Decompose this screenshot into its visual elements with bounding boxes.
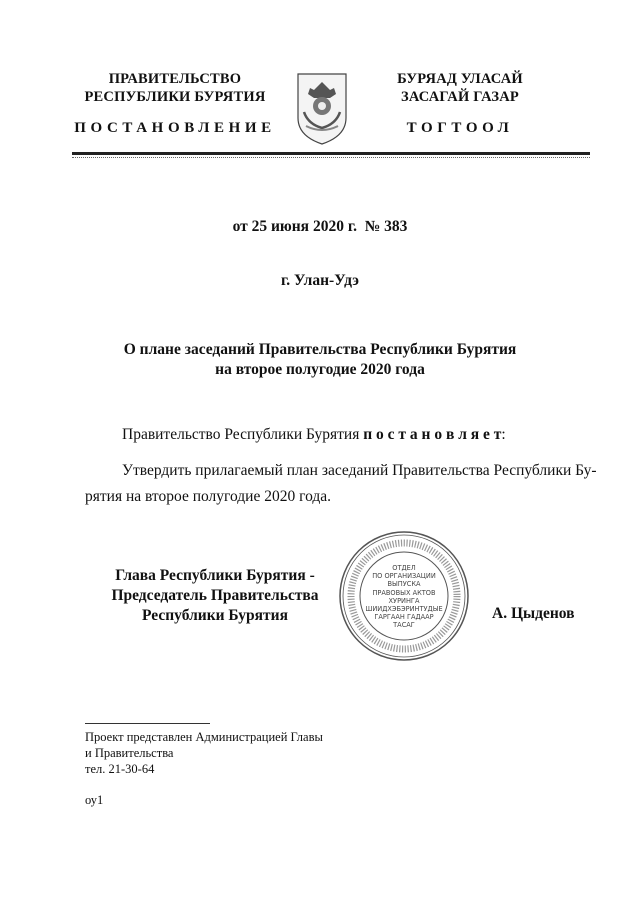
stamp-line: ПРАВОВЫХ АКТОВ	[372, 588, 436, 597]
date-number: от 25 июня 2020 г. № 383	[232, 218, 408, 235]
stamp-line: ТАСАГ	[393, 621, 415, 630]
header-right-line1: БУРЯАД УЛАСАЙ	[397, 71, 523, 87]
header-right-org	[360, 70, 560, 106]
preamble-text: Правительство Республики Бурятия	[122, 426, 364, 443]
signature-position-line3: Республики Бурятия	[142, 607, 288, 624]
header-left-org	[75, 70, 275, 106]
preamble	[122, 422, 602, 448]
preamble-end: :	[501, 426, 506, 443]
stamp-inner-text	[362, 564, 446, 630]
stamp-line: ВЫПУСКА	[387, 580, 421, 589]
stamp-line: ХУРИНГА	[388, 596, 420, 605]
footer-note	[85, 729, 385, 777]
document-title	[0, 340, 640, 380]
header-left-line1: ПРАВИТЕЛЬСТВО	[108, 71, 242, 87]
footer-line1: Проект представлен Администрацией Главы	[85, 730, 323, 744]
header-right-line2: ЗАСАГАЙ ГАЗАР	[401, 89, 519, 105]
stamp-line: ГАРГААН ГАДААР	[374, 613, 434, 622]
footer-rule	[85, 723, 210, 724]
header-left-doc-type: ПОСТАНОВЛЕНИЕ	[74, 120, 276, 136]
header-rule	[72, 152, 590, 155]
title-line2: на второе полугодие 2020 года	[215, 361, 425, 378]
stamp-line: ОТДЕЛ	[392, 564, 416, 572]
header-right-doc-type: ТОГТООЛ	[406, 120, 514, 136]
signature-position-line2: Председатель Правительства	[111, 587, 319, 604]
signature-position-line1: Глава Республики Бурятия -	[115, 567, 315, 584]
signature-position	[90, 566, 340, 626]
header-left-line2: РЕСПУБЛИКИ БУРЯТИЯ	[84, 89, 266, 105]
footer-line2: и Правительства	[85, 746, 174, 760]
stamp-line: ШИИДХЭБЭРИНТУДЫЕ	[365, 605, 443, 614]
body-line1: Утвердить прилагаемый план заседаний Правительства Республики Бу-	[122, 462, 597, 479]
body-line2: рятия на второе полугодие 2020 года.	[85, 488, 332, 505]
body-paragraph	[85, 458, 597, 510]
city: г. Улан-Удэ	[280, 272, 359, 289]
header-rule-thin	[72, 157, 590, 158]
preamble-action: п о с т а н о в л я е т	[363, 426, 502, 443]
stamp-line: ПО ОРГАНИЗАЦИИ	[372, 572, 436, 581]
footer-code: оу1	[85, 793, 104, 807]
title-line1: О плане заседаний Правительства Республики Бурятия	[123, 341, 517, 358]
footer-phone: тел. 21-30-64	[85, 762, 155, 776]
coat-of-arms-emblem	[294, 68, 350, 146]
signer-name: А. Цыденов	[492, 605, 575, 622]
